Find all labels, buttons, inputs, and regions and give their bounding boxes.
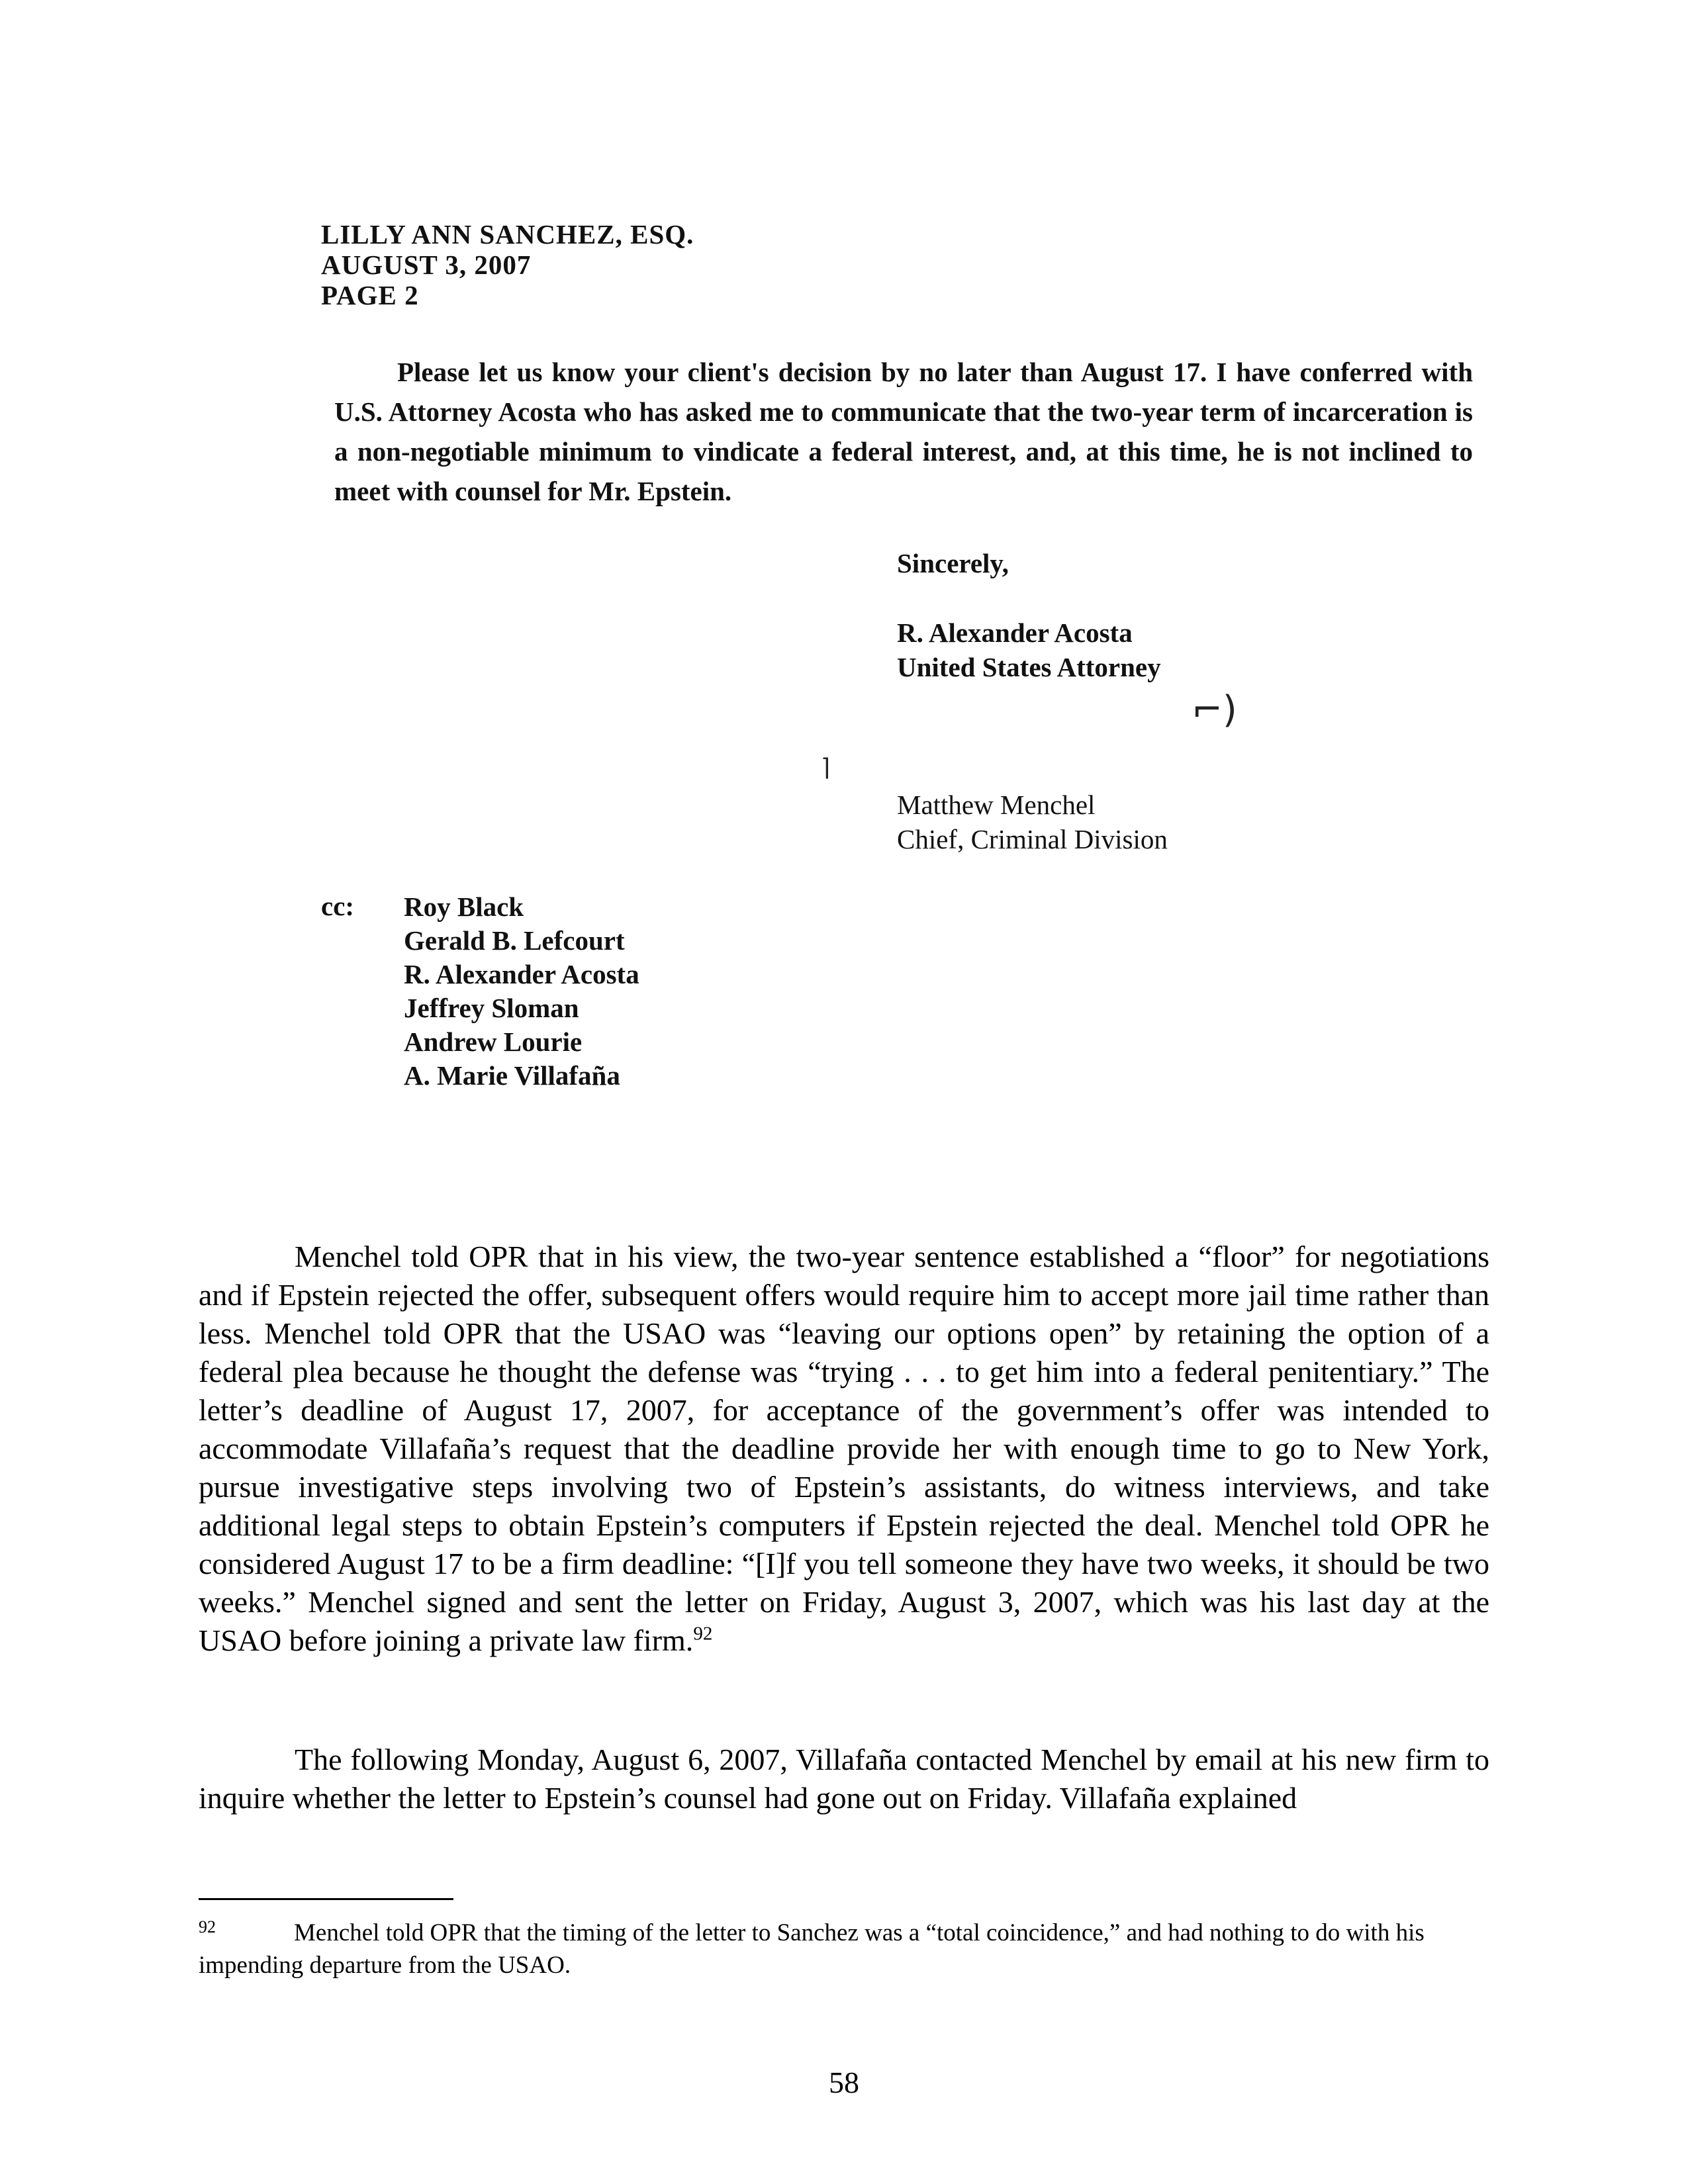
cc-recipient: A. Marie Villafaña (404, 1060, 620, 1091)
letter-header-page: PAGE 2 (321, 280, 419, 310)
footnote-92 (199, 1918, 1489, 1981)
signer-acosta-name: R. Alexander Acosta (897, 617, 1133, 648)
letter-header-recipient: LILLY ANN SANCHEZ, ESQ. (321, 219, 694, 250)
letter-closing: Sincerely, (897, 548, 1009, 578)
letter-header-date: AUGUST 3, 2007 (321, 250, 532, 280)
footnote-number: 92 (199, 1917, 216, 1936)
footnote-text: Menchel told OPR that the timing of the letter to Sanchez was a “total coincidence,” and had nothing to do with his impending departure from the USAO. (199, 1919, 1425, 1979)
signature-mark: ⌉ (821, 754, 831, 782)
report-paragraph-2-text: The following Monday, August 6, 2007, Villafaña contacted Menchel by email at his new firm to inquire whether the letter to Epstein’s counsel had gone out on Friday. Villafaña explained (199, 1743, 1489, 1815)
footnote-divider (199, 1898, 453, 1900)
report-paragraph-1 (199, 1238, 1489, 1660)
report-paragraph-1-text: Menchel told OPR that in his view, the two-year sentence established a “floor” for negotiations and if Epstein rejected the offer, subsequent offers would require him to accept more jail time rather than less. Menchel told OPR that the USAO was “leaving our options open” by retaining the option of a federal plea because he thought the defense was “trying . . . to get him into a federal penitentiary.” The letter’s deadline of August 17, 2007, for acceptance of the government’s offer was intended to accommodate Villafaña’s request that the deadline provide her with enough time to go to New York, pursue investigative steps involving two of Epstein’s assistants, do witness interviews, and take additional legal steps to obtain Epstein’s computers if Epstein rejected the deal. Menchel told OPR he considered August 17 to be a firm deadline: “[I]f you tell someone they have two weeks, it should be two weeks.” Menchel signed and sent the letter on Friday, August 3, 2007, which was his last day at the USAO before joining a private law firm. (199, 1240, 1489, 1657)
signer-menchel-name: Matthew Menchel (897, 790, 1096, 820)
cc-list (404, 890, 639, 1093)
report-paragraph-2 (199, 1741, 1489, 1817)
cc-label: cc: (321, 891, 355, 921)
cc-recipient: Gerald B. Lefcourt (404, 925, 625, 956)
footnote-reference: 92 (693, 1623, 713, 1645)
cc-recipient: Andrew Lourie (404, 1026, 583, 1057)
cc-recipient: Jeffrey Sloman (404, 993, 579, 1023)
cc-recipient: R. Alexander Acosta (404, 959, 639, 989)
signer-acosta-title: United States Attorney (897, 652, 1161, 682)
letter-body-paragraph: Please let us know your client's decision by no later than August 17. I have conferred with U.S. Attorney Acosta who has asked me to communicate that the two-year term of incarceration is a non-negotiable minimum to vindicate a federal interest, and, at this time, he is not inclined to meet with counsel for Mr. Epstein. (334, 357, 1473, 506)
cc-recipient: Roy Black (404, 891, 524, 922)
page-number: 58 (829, 2066, 859, 2099)
signer-menchel-title: Chief, Criminal Division (897, 824, 1168, 854)
signature-mark: ⌐) (1192, 688, 1237, 731)
letter-body (334, 352, 1473, 511)
